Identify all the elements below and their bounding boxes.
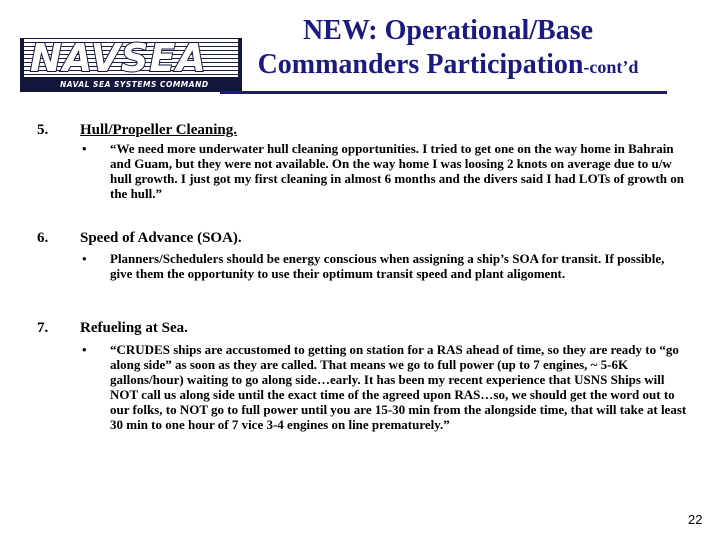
bullet-icon: • xyxy=(82,251,87,266)
title-underline xyxy=(220,91,667,94)
section-text: “We need more underwater hull cleaning opportunities. I tried to get one on the way home in Bahrain and Guam, but they were not available. On the way home I was loosing 2 knots on average due to u/w hull growth. I just got my first cleaning in almost 6 months and the divers said I had LOTs of growth on the hull.” xyxy=(110,141,685,201)
bullet-icon: • xyxy=(82,141,87,156)
navsea-logo xyxy=(20,38,242,92)
slide-title xyxy=(228,14,668,86)
section-heading: Hull/Propeller Cleaning. xyxy=(80,122,237,138)
title-line-2: Commanders Participation xyxy=(257,49,584,80)
section-text: Planners/Schedulers should be energy conscious when assigning a ship’s SOA for transit. If possible, give them the opportunity to use their optimum transit speed and plant aligoment. xyxy=(110,251,665,281)
logo-wordmark: NAVSEA xyxy=(30,38,207,80)
section-number: 6. xyxy=(37,230,49,246)
section-heading: Speed of Advance (SOA). xyxy=(80,230,242,246)
logo-subtitle: NAVAL SEA SYSTEMS COMMAND xyxy=(60,80,209,89)
page-number: 22 xyxy=(688,512,703,527)
bullet-icon: • xyxy=(82,342,87,357)
section-heading: Refueling at Sea. xyxy=(80,320,188,336)
section-text: “CRUDES ships are accustomed to getting on station for a RAS ahead of time, so they are ready to “go along side” as soon as they are called. That means we go to full power (up to 7 engines, ~ 5-6K gallons/hour) waiting to go along side…early. It has been my recent experience that USNS Ships will NOT call us along side until the exact time of the agreed upon RAS…so, we should get the word out to our folks, to NOT go to full power until you are 15-30 min from the alongside time, that will take at least 30 min to one hour of 7 vice 3-4 engines on line prematurely.” xyxy=(110,342,687,432)
section-number: 5. xyxy=(37,122,49,138)
section-number: 7. xyxy=(37,320,49,336)
title-suffix: -cont’d xyxy=(583,57,639,77)
title-line-1: NEW: Operational/Base xyxy=(302,15,594,46)
